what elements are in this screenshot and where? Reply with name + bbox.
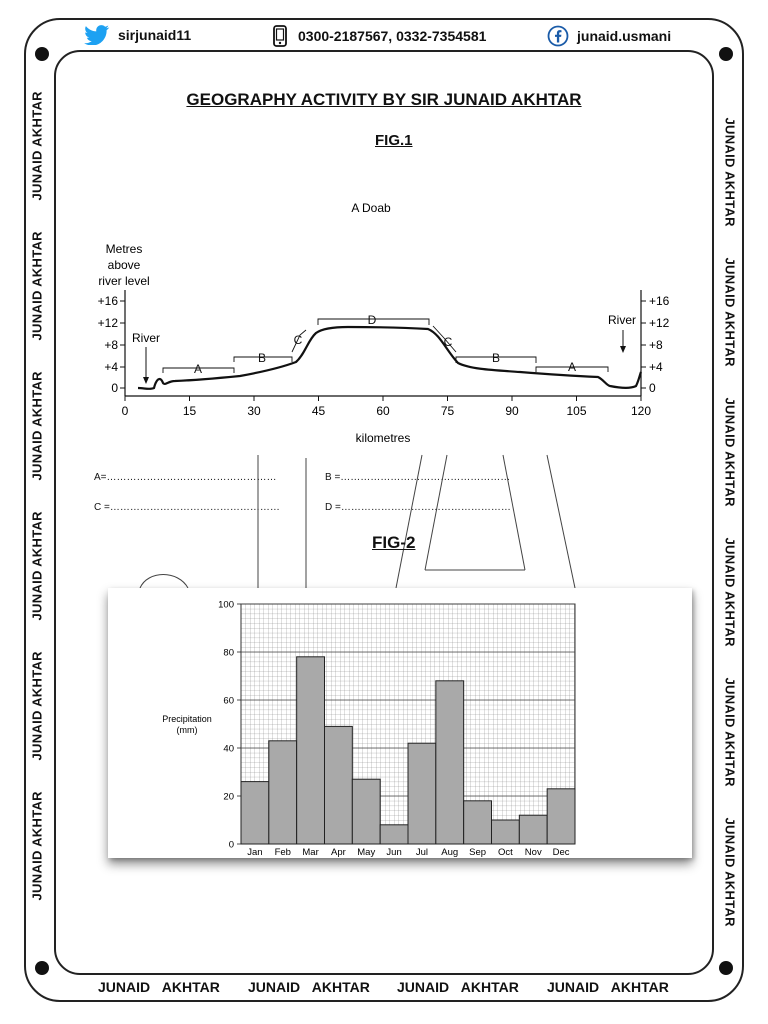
watermark-left-6: JUNAID AKHTAR <box>29 791 45 901</box>
fig1-right-y-ticks <box>649 294 670 395</box>
chart-y-ticks <box>218 600 241 851</box>
bar-oct <box>492 820 520 844</box>
y-tick-label: 60 <box>223 695 234 707</box>
fig1-label: FIG.1 <box>375 132 413 149</box>
y-label-line-3: river level <box>98 274 150 288</box>
facebook-contact <box>547 25 671 47</box>
watermark-right-6: JUNAID AKHTAR <box>722 817 738 927</box>
twitter-bird-icon <box>84 25 110 45</box>
answer-b-line[interactable]: B =…………………………………………… <box>325 472 511 483</box>
bar-sep <box>464 801 492 844</box>
zone-label-b: B <box>257 351 267 365</box>
facebook-icon <box>547 25 569 47</box>
doab-cross-section-diagram <box>90 195 670 450</box>
bar-feb <box>269 741 297 844</box>
zone-label-a: A <box>567 360 577 374</box>
zone-label-c: C <box>293 333 303 347</box>
watermark-left-1: JUNAID AKHTAR <box>29 91 45 201</box>
x-tick: 105 <box>566 404 587 418</box>
answer-a-line[interactable]: A=…………………………………………… <box>94 472 277 483</box>
precipitation-chart-card <box>108 588 692 858</box>
corner-dot-bottom-right <box>719 961 733 975</box>
y-tick-label: 0 <box>228 839 234 851</box>
bar-apr <box>325 726 353 844</box>
y-tick-left: +4 <box>104 360 118 374</box>
river-label-left: River <box>131 331 161 345</box>
watermark-bottom-3 <box>397 979 519 995</box>
y-tick-label: 100 <box>218 599 234 611</box>
y-tick-right: +8 <box>649 338 663 352</box>
bar-may <box>352 779 380 844</box>
bar-mar <box>297 657 325 844</box>
phone-contact <box>270 25 486 47</box>
y-tick-right: 0 <box>649 381 656 395</box>
x-tick-label: Dec <box>552 847 570 858</box>
y-tick-left: +16 <box>97 294 118 308</box>
watermark-right-3: JUNAID AKHTAR <box>722 397 738 507</box>
watermark-left-4: JUNAID AKHTAR <box>29 511 45 621</box>
y-tick-right: +16 <box>649 294 670 308</box>
chart-y-axis-label <box>162 714 212 735</box>
bar-jun <box>380 825 408 844</box>
watermark-bottom-second: AKHTAR <box>161 979 220 995</box>
bar-aug <box>436 681 464 844</box>
fig1-x-axis-label: kilometres <box>355 431 411 445</box>
x-tick-label: Feb <box>274 847 291 858</box>
x-tick-label: Nov <box>524 847 542 858</box>
x-tick: 60 <box>376 404 390 418</box>
x-tick: 0 <box>121 404 129 418</box>
watermark-bottom-4 <box>547 979 669 995</box>
river-arrow-right-icon <box>620 330 626 353</box>
x-tick: 120 <box>630 404 652 418</box>
x-tick-label: Jan <box>247 847 263 858</box>
x-tick-label: Jun <box>386 847 402 858</box>
y-axis-label-line-2: (mm) <box>176 725 198 735</box>
watermark-right-5: JUNAID AKHTAR <box>722 677 738 787</box>
bar-nov <box>519 815 547 844</box>
river-label-right: River <box>607 313 637 327</box>
watermark-right-2: JUNAID AKHTAR <box>722 257 738 367</box>
zone-label-d: D <box>367 313 377 327</box>
phone-numbers: 0300-2187567, 0332-7354581 <box>298 28 487 44</box>
x-tick: 45 <box>311 404 326 418</box>
x-tick: 15 <box>182 404 197 418</box>
river-arrow-left-icon <box>143 347 149 384</box>
mobile-phone-icon <box>270 25 290 47</box>
fig2-label: FIG-2 <box>372 533 416 552</box>
watermark-left-3: JUNAID AKHTAR <box>29 371 45 481</box>
watermark-right-1: JUNAID AKHTAR <box>722 117 738 227</box>
watermark-bottom-1 <box>98 979 220 995</box>
y-tick-left: 0 <box>111 381 118 395</box>
x-tick: 90 <box>505 404 519 418</box>
y-label-line-2: above <box>107 258 141 272</box>
fig1-x-ticks <box>122 404 652 418</box>
bar-jul <box>408 743 436 844</box>
corner-dot-bottom-left <box>35 961 49 975</box>
twitter-handle: sirjunaid11 <box>118 27 192 43</box>
x-tick-label: Mar <box>302 847 319 858</box>
x-tick-label: Aug <box>441 847 459 858</box>
watermark-bottom-second: AKHTAR <box>610 979 669 995</box>
corner-dot-top-left <box>35 47 49 61</box>
y-tick-label: 40 <box>223 743 234 755</box>
y-tick-label: 20 <box>223 791 234 803</box>
zone-label-a: A <box>193 362 203 376</box>
answer-d-line[interactable]: D =…………………………………………… <box>325 502 511 513</box>
fig1-y-axis-label <box>98 242 149 288</box>
y-tick-right: +12 <box>649 316 670 330</box>
watermark-bottom-first: JUNAID <box>397 979 450 995</box>
facebook-name: junaid.usmani <box>577 28 672 44</box>
watermark-bottom-first: JUNAID <box>248 979 301 995</box>
chart-x-ticks <box>247 847 570 858</box>
watermark-bottom-second: AKHTAR <box>311 979 370 995</box>
watermark-bottom-first: JUNAID <box>98 979 151 995</box>
x-tick-label: Oct <box>498 847 513 858</box>
watermark-right-4: JUNAID AKHTAR <box>722 537 738 647</box>
y-axis-label-line-1: Precipitation <box>162 714 212 724</box>
bar-jan <box>241 782 269 844</box>
fig1-caption: A Doab <box>351 201 391 215</box>
fig1-left-y-ticks <box>98 294 119 395</box>
watermark-left-2: JUNAID AKHTAR <box>29 231 45 341</box>
watermark-left-5: JUNAID AKHTAR <box>29 651 45 761</box>
y-tick-right: +4 <box>649 360 663 374</box>
page-title: GEOGRAPHY ACTIVITY BY SIR JUNAID AKHTAR <box>186 90 582 109</box>
x-tick-label: Apr <box>331 847 346 858</box>
x-tick: 30 <box>247 404 261 418</box>
watermark-bottom-first: JUNAID <box>547 979 600 995</box>
zone-label-c: C <box>443 335 453 349</box>
doab-land-profile <box>138 327 641 389</box>
x-tick-label: Sep <box>469 847 487 858</box>
zone-label-b: B <box>491 351 501 365</box>
twitter-contact <box>84 25 191 45</box>
answer-c-line[interactable]: C =…………………………………………… <box>94 502 280 513</box>
watermark-bottom-second: AKHTAR <box>460 979 519 995</box>
corner-dot-top-right <box>719 47 733 61</box>
x-tick: 75 <box>440 404 455 418</box>
y-label-line-1: Metres <box>105 242 143 256</box>
y-tick-left: +12 <box>97 316 118 330</box>
y-tick-label: 80 <box>223 647 234 659</box>
precipitation-bar-chart <box>108 588 692 858</box>
y-tick-left: +8 <box>104 338 118 352</box>
x-tick-label: Jul <box>415 847 428 858</box>
x-tick-label: May <box>357 847 376 858</box>
watermark-bottom-2 <box>248 979 370 995</box>
bar-dec <box>547 789 575 844</box>
